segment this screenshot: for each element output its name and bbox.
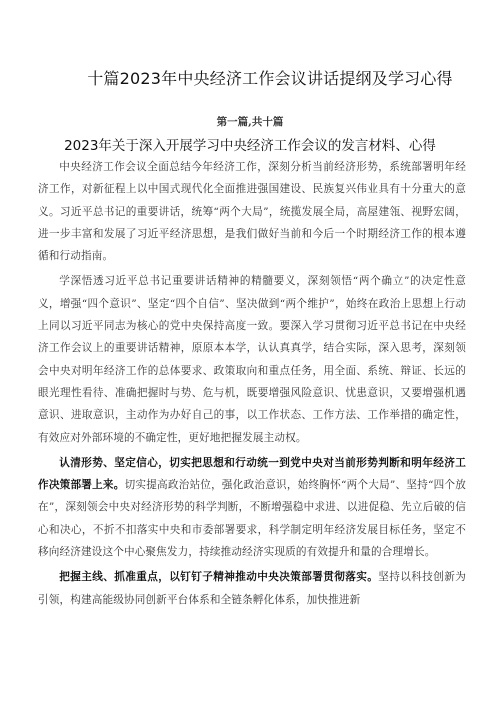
paragraph-text: 切实提高政治站位，强化政治意识，始终胸怀“两个大局”、坚持“四个放在”，深刻领会中央对经济形势的科学判断，不断增强稳中求进、以进促稳、先立后破的信心和决心，不折不扣落实中央和市委部署要求，科学制定明年经济发展目标任务，坚定不移向经济建设这个中心聚焦发力，持续推动经济实现质的有效提升和量的合理增长。 — [38, 479, 466, 559]
paragraph-2 — [38, 270, 466, 448]
section-title: 2023年关于深入开展学习中央经济工作会议的发言材料、心得 — [64, 138, 436, 154]
paragraph-lead: 把握主线、抓准重点，以钉钉子精神推动中央决策部署贯彻落实。 — [59, 571, 379, 584]
document-body — [38, 156, 466, 611]
paragraph-lead: 认清形势、坚定信心，切实把思想和行动统一到党中央对当前形势判断和明年经济工作决策部署上来。 — [38, 456, 466, 492]
document-title: 十篇2023年中央经济工作会议讲话提纲及学习心得 — [87, 69, 453, 88]
paragraph-1 — [38, 156, 466, 267]
paragraph-3 — [38, 452, 466, 563]
paragraph-text: 中央经济工作会议全面总结今年经济工作，深刻分析当前经济形势，系统部署明年经济工作，对新征程上以中国式现代化全面推进强国建设、民族复兴伟业具有十分重大的意义。习近平总书记的重要讲话，统筹“两个大局”，统揽发展全局，高屋建瓴、视野宏阔，进一步丰富和发展了习近平经济思想，是我们做好当前和今后一个时期经济工作的根本遵循和行动指南。 — [38, 161, 466, 263]
paragraph-4 — [38, 566, 466, 611]
paragraph-text: 学深悟透习近平总书记重要讲话精神的精髓要义，深刻领悟“两个确立”的决定性意义，增强“四个意识”、坚定“四个自信”、坚决做到“两个维护”，始终在政治上思想上行动上同以习近平同志为核心的党中央保持高度一致。要深入学习贯彻习近平总书记在中央经济工作会议上的重要讲话精神，原原本本学，认认真真学，结合实际，深入思考，深刻领会中央对明年经济工作的总体要求、政策取向和重点任务，用全面、系统、辩证、长远的眼光理性看待、准确把握时与势、危与机，既要增强风险意识、忧患意识，又要增强机遇意识、进取意识，主动作为办好自己的事，以工作状态、工作方法、工作举措的确定性，有效应对外部环境的不确定性，更好地把握发展主动权。 — [38, 275, 466, 444]
document-subtitle: 第一篇,共十篇 — [216, 116, 284, 128]
paragraph-text: 坚持以科技创新为引领，构建高能级协同创新平台体系和全链条孵化体系，加快推进新 — [38, 571, 466, 606]
